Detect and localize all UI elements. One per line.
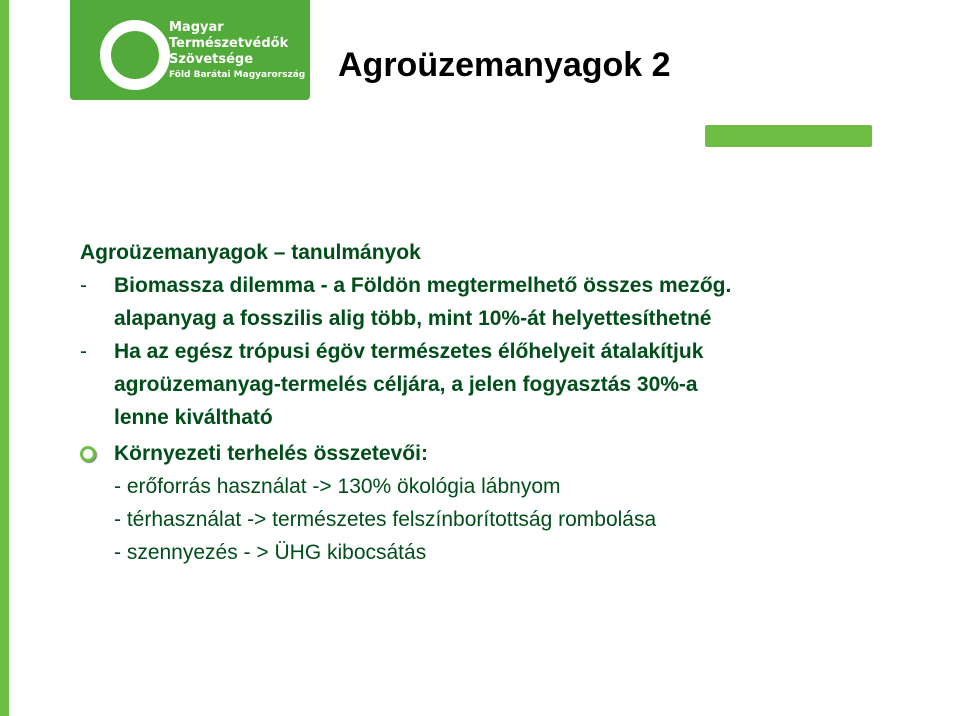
title-accent-bar (705, 125, 872, 147)
dash-marker: - (80, 340, 87, 363)
logo-line-4: Föld Barátai Magyarország (169, 70, 306, 80)
list-item (80, 335, 900, 434)
organization-logo (70, 0, 310, 100)
sub-line: - erőforrás használat -> 130% ökológia lábnyom (114, 475, 561, 498)
circle-bullet-icon (80, 446, 96, 462)
logo-line-3: Szövetsége (169, 52, 254, 67)
bullet-title: Környezeti terhelés összetevői: (114, 442, 428, 465)
section-heading: Agroüzemanyagok – tanulmányok (80, 241, 421, 264)
dash-marker: - (80, 274, 87, 297)
logo-line-1: Magyar (169, 20, 224, 35)
logo-ring-icon (100, 20, 170, 90)
sub-line: - térhasználat -> természetes felszínborítottság rombolása (114, 508, 657, 531)
logo-line-2: Természetvédők (169, 36, 289, 51)
list-item-line: agroüzemanyag-termelés céljára, a jelen fogyasztás 30%-a (114, 373, 698, 396)
left-accent-bar (0, 0, 9, 716)
list-item-line: Ha az egész trópusi égöv természetes élőhelyeit átalakítjuk (114, 340, 704, 363)
sub-line: - szennyezés - > ÜHG kibocsátás (114, 541, 427, 564)
slide-content (80, 236, 900, 569)
list-item-line: Biomassza dilemma - a Földön megtermelhető összes mezőg. (114, 274, 732, 297)
bullet-item (80, 437, 900, 470)
slide-title: Agroüzemanyagok 2 (338, 46, 671, 84)
logo-text (169, 20, 305, 83)
list-item-line: lenne kiváltható (114, 406, 273, 429)
list-item-line: alapanyag a fosszilis alig több, mint 10%-át helyettesíthetné (114, 307, 712, 330)
list-item (80, 269, 900, 335)
